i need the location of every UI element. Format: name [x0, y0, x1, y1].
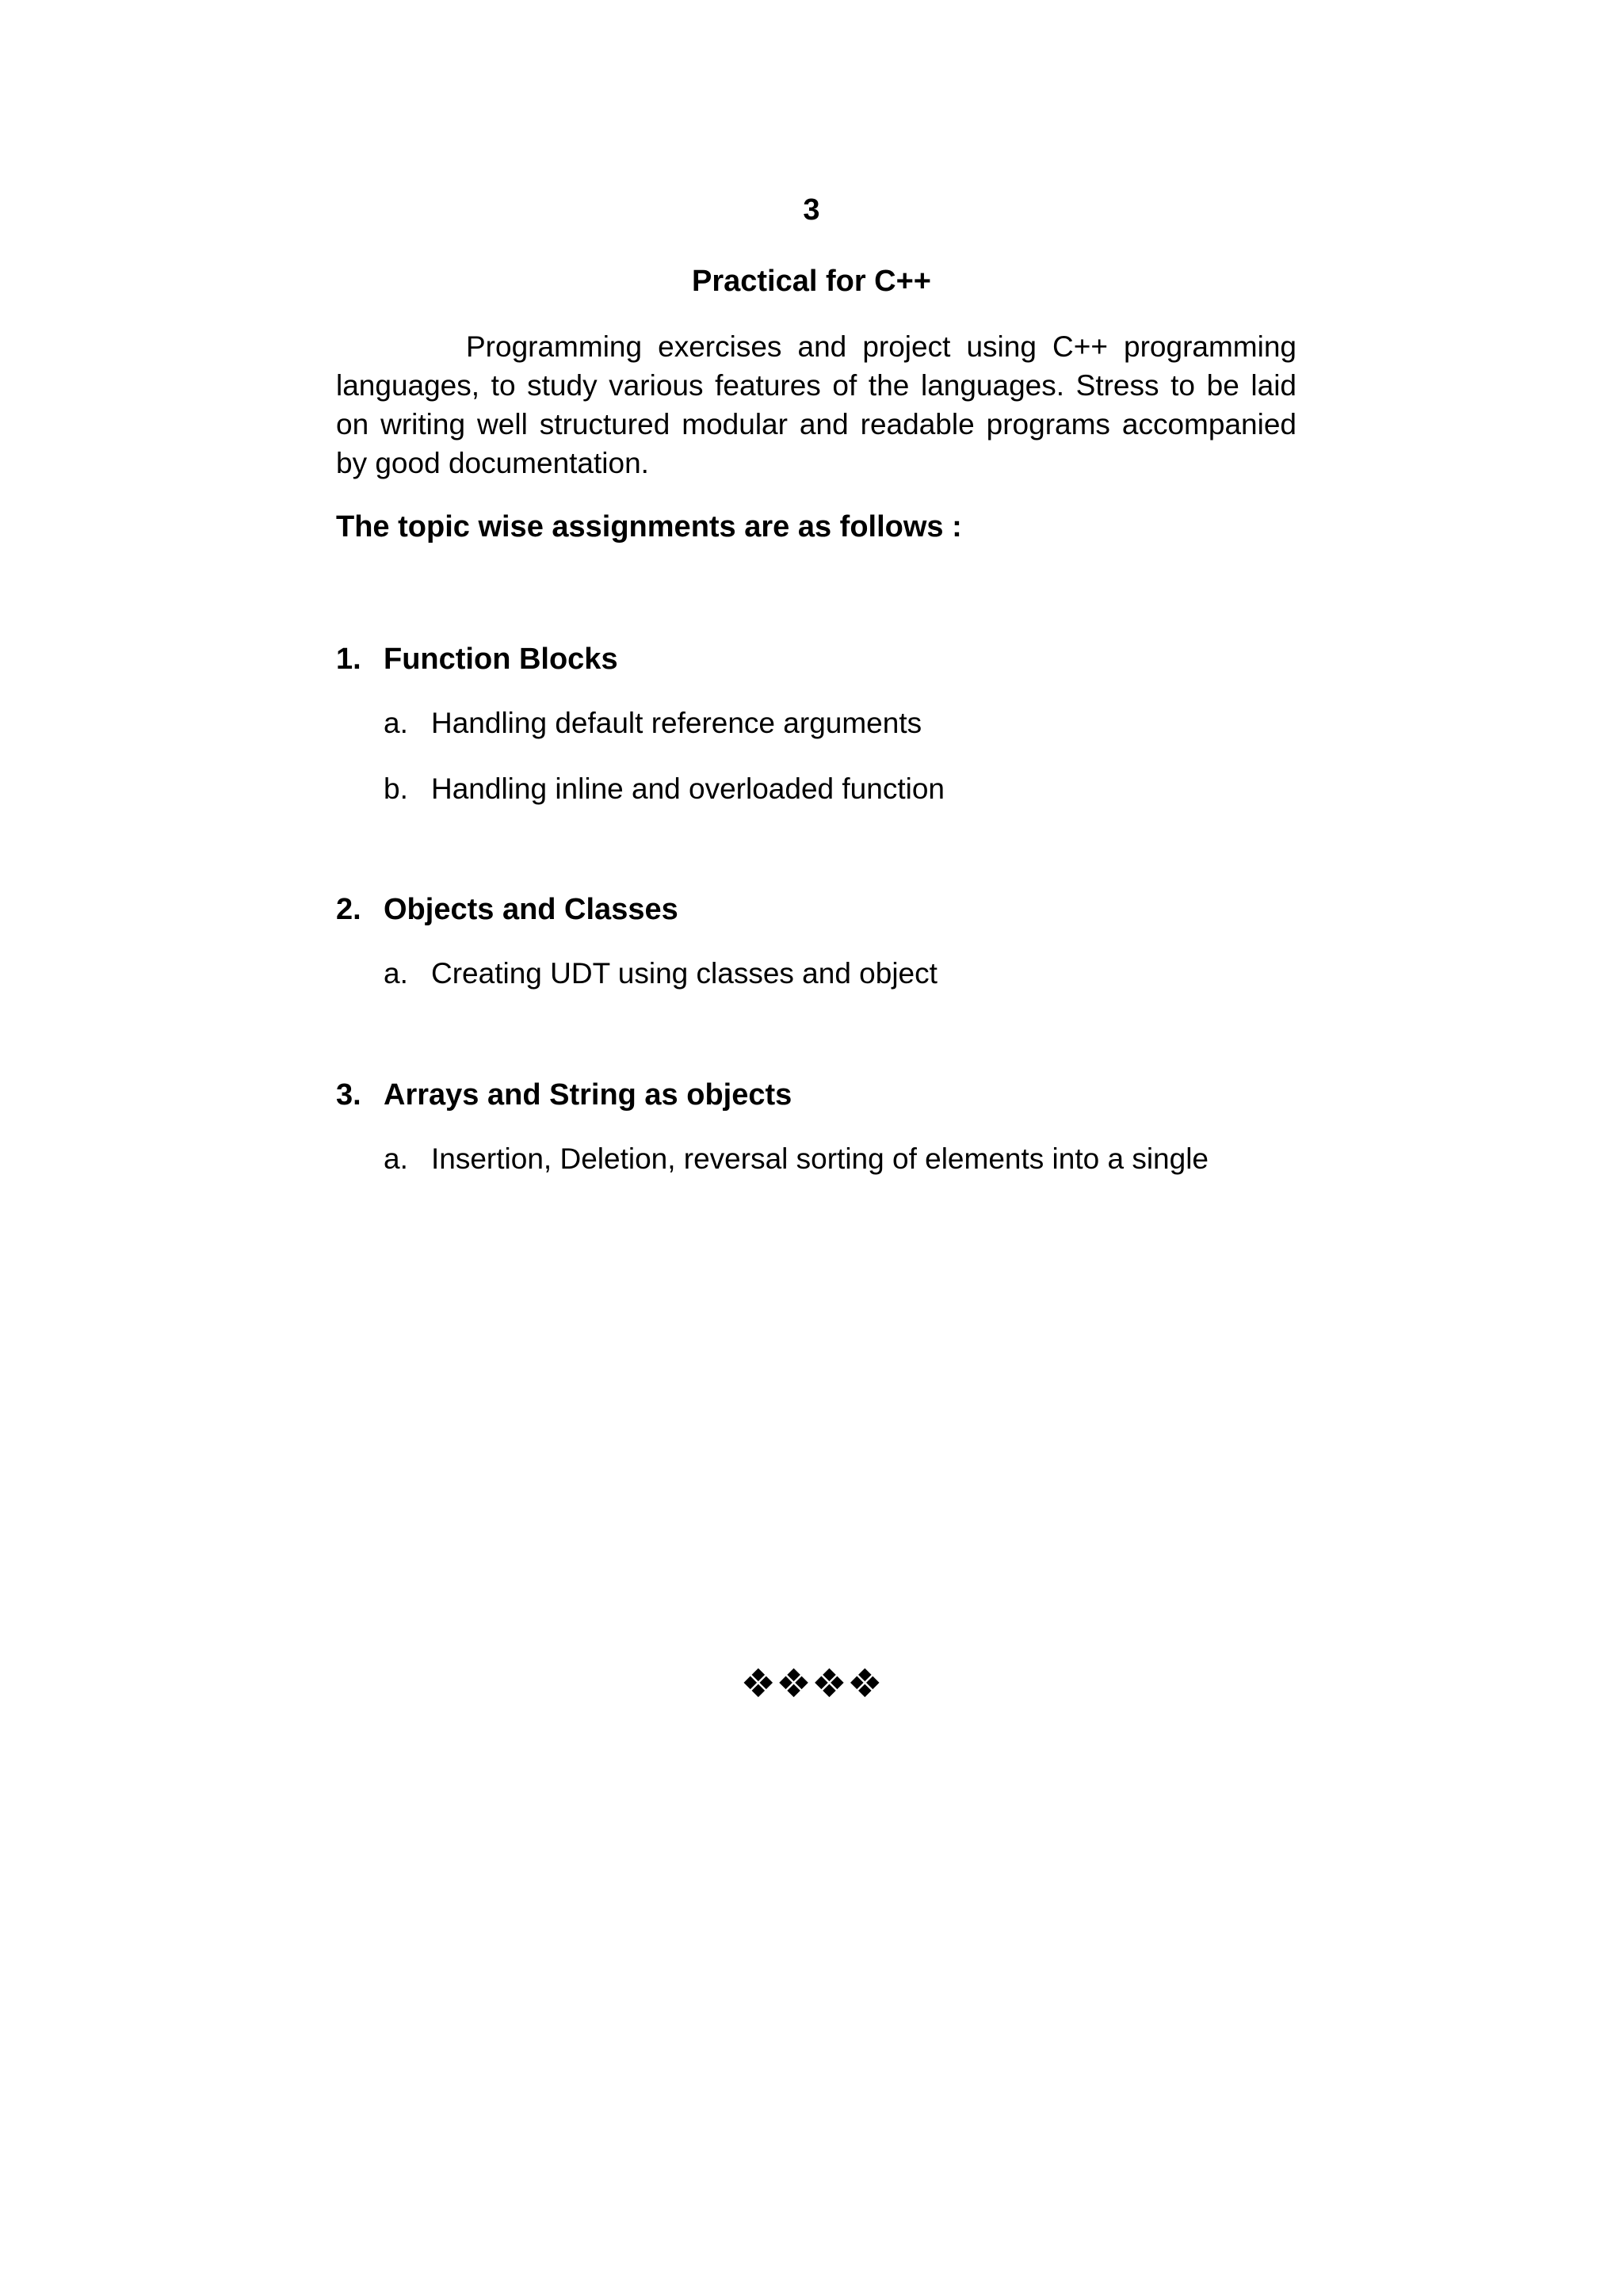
item-text: Creating UDT using classes and object: [431, 957, 938, 990]
list-item: [384, 1139, 1209, 1179]
item-text: Handling inline and overloaded function: [431, 772, 945, 805]
item-letter: b.: [384, 772, 408, 805]
section-title: Function Blocks: [384, 643, 618, 676]
page-number: 3: [803, 193, 820, 227]
section-number: 1.: [336, 643, 361, 676]
list-item: [384, 704, 922, 743]
intro-paragraph: Programming exercises and project using C++ programming languages, to study various features of the languages. Stress to be laid on writing well structured modular and readable programs accompanied by good documentation.: [336, 330, 1296, 479]
document-title: Practical for C++: [691, 265, 932, 298]
item-letter: a.: [384, 707, 408, 739]
end-ornament-icon: ❖❖❖❖: [740, 1661, 883, 1707]
list-item: [384, 954, 938, 994]
section-heading-objects-and-classes: [336, 890, 678, 929]
section-heading-function-blocks: [336, 639, 618, 679]
section-heading-arrays-and-strings: [336, 1075, 792, 1115]
assignments-heading: The topic wise assignments are as follows :: [336, 510, 962, 543]
section-title: Arrays and String as objects: [384, 1078, 792, 1112]
section-title: Objects and Classes: [384, 893, 678, 926]
list-item: [384, 769, 945, 809]
item-letter: a.: [384, 957, 408, 990]
section-number: 2.: [336, 893, 361, 926]
item-text: Handling default reference arguments: [431, 707, 922, 739]
item-letter: a.: [384, 1142, 408, 1175]
section-number: 3.: [336, 1078, 361, 1112]
item-text: Insertion, Deletion, reversal sorting of elements into a single: [431, 1142, 1209, 1175]
